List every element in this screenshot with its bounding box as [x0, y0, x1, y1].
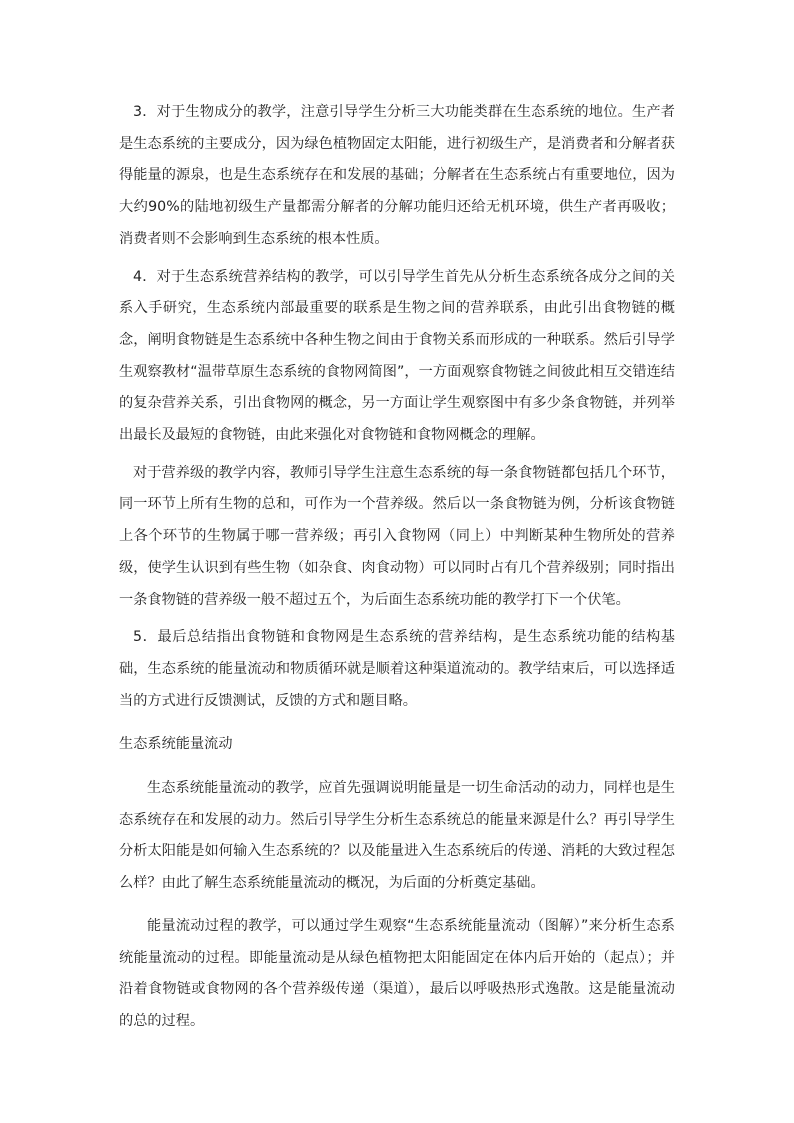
section-heading-energy-flow: 生态系统能量流动 [119, 736, 233, 753]
paragraph-trophic-structure: 4．对于生态系统营养结构的教学，可以引导学生首先从分析生态系统各成分之间的关系入手研究，生态系统内部最重要的联系是生物之间的营养联系，由此引出食物链的概念，阐明食物链是生态系统中各种生物之间由于食物关系而形成的一种联系。然后引导学生观察教材“温带草原生态系统的食物网简图”，一方面观察食物链之间彼此相互交错连结的复杂营养关系，引出食物网的概念，另一方面让学生观察图中有多少条食物链，并列举出最长及最短的食物链，由此来强化对食物链和食物网概念的理解。 [119, 268, 675, 444]
paragraph-summary: 5．最后总结指出食物链和食物网是生态系统的营养结构，是生态系统功能的结构基础，生态系统的能量流动和物质循环就是顺着这种渠道流动的。教学结束后，可以选择适当的方式进行反馈测试，反馈的方式和题目略。 [119, 629, 675, 709]
paragraph-energy-flow-process: 能量流动过程的教学，可以通过学生观察“生态系统能量流动（图解）”来分析生态系统能量流动的过程。即能量流动是从绿色植物把太阳能固定在体内后开始的（起点）；并沿着食物链或食物网的各个营养级传递（渠道），最后以呼吸热形式逸散。这是能量流动的总的过程。 [119, 917, 675, 1029]
paragraph-biological-components: 3．对于生物成分的教学，注意引导学生分析三大功能类群在生态系统的地位。生产者是生态系统的主要成分，因为绿色植物固定太阳能，进行初级生产，是消费者和分解者获得能量的源泉，也是生态系统存在和发展的基础；分解者在生态系统占有重要地位，因为大约90%的陆地初级生产量都需分解者的分解功能归还给无机环境，供生产者再吸收；消费者则不会影响到生态系统的根本性质。 [119, 104, 675, 247]
document-body [119, 97, 675, 1038]
paragraph-trophic-levels: 对于营养级的教学内容，教师引导学生注意生态系统的每一条食物链都包括几个环节，同一环节上所有生物的总和，可作为一个营养级。然后以一条食物链为例，分析该食物链上各个环节的生物属于哪一营养级；再引入食物网（同上）中判断某种生物所处的营养级，使学生认识到有些生物（如杂食、肉食动物）可以同时占有几个营养级别；同时指出一条食物链的营养级一般不超过五个，为后面生态系统功能的教学打下一个伏笔。 [119, 464, 675, 608]
paragraph-energy-flow-intro: 生态系统能量流动的教学，应首先强调说明能量是一切生命活动的动力，同样也是生态系统存在和发展的动力。然后引导学生分析生态系统总的能量来源是什么？再引导学生分析太阳能是如何输入生态系统的？以及能量进入生态系统后的传递、消耗的大致过程怎么样？由此了解生态系统能量流动的概况，为后面的分析奠定基础。 [119, 780, 675, 892]
